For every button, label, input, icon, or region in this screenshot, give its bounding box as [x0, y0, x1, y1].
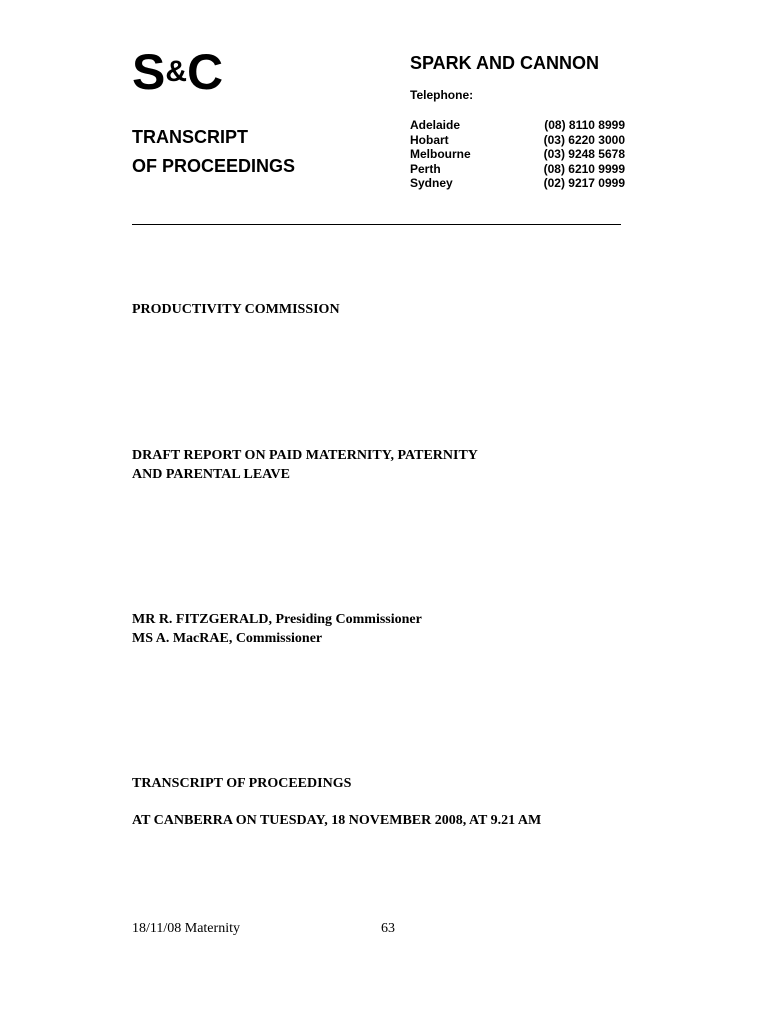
office-row	[410, 176, 625, 191]
presiding-commissioner: MR R. FITZGERALD, Presiding Commissioner	[132, 612, 422, 627]
proceedings-title: TRANSCRIPT OF PROCEEDINGS	[132, 776, 352, 791]
report-title	[132, 447, 478, 484]
telephone-label: Telephone:	[410, 88, 474, 102]
office-city: Adelaide	[410, 118, 461, 132]
report-title-line2: AND PARENTAL LEAVE	[132, 466, 290, 482]
commissioner: MS A. MacRAE, Commissioner	[132, 630, 323, 646]
office-city: Hobart	[410, 132, 449, 147]
office-phone-list	[410, 118, 625, 191]
footer-page-number: 63	[381, 921, 395, 936]
logo-letter-s: S	[132, 44, 165, 100]
transcript-heading-line2: OF PROCEEDINGS	[132, 156, 296, 176]
office-row	[410, 162, 625, 177]
office-phone: (08) 8110 8999	[544, 118, 625, 132]
office-phone: (02) 9217 0999	[543, 176, 625, 191]
report-title-line1: DRAFT REPORT ON PAID MATERNITY, PATERNITY	[132, 448, 478, 463]
sc-logo	[132, 44, 222, 108]
logo-ampersand: &	[165, 55, 187, 88]
office-row	[410, 133, 625, 148]
office-phone: (03) 6220 3000	[543, 132, 625, 147]
location-date: AT CANBERRA ON TUESDAY, 18 NOVEMBER 2008, AT 9.21 AM	[132, 813, 542, 828]
header-divider	[132, 224, 621, 225]
office-row	[410, 147, 625, 162]
office-city: Melbourne	[410, 147, 471, 162]
office-row	[410, 118, 625, 133]
commission-name: PRODUCTIVITY COMMISSION	[132, 302, 340, 317]
office-phone: (08) 6210 9999	[543, 161, 625, 176]
office-city: Perth	[410, 161, 441, 176]
transcript-heading-line1: TRANSCRIPT	[132, 127, 248, 147]
office-city: Sydney	[410, 176, 453, 191]
footer-document-ref: 18/11/08 Maternity	[132, 921, 240, 936]
office-phone: (03) 9248 5678	[543, 147, 625, 162]
logo-letter-c: C	[187, 44, 223, 100]
commissioners	[132, 611, 422, 648]
firm-name: SPARK AND CANNON	[410, 53, 599, 73]
